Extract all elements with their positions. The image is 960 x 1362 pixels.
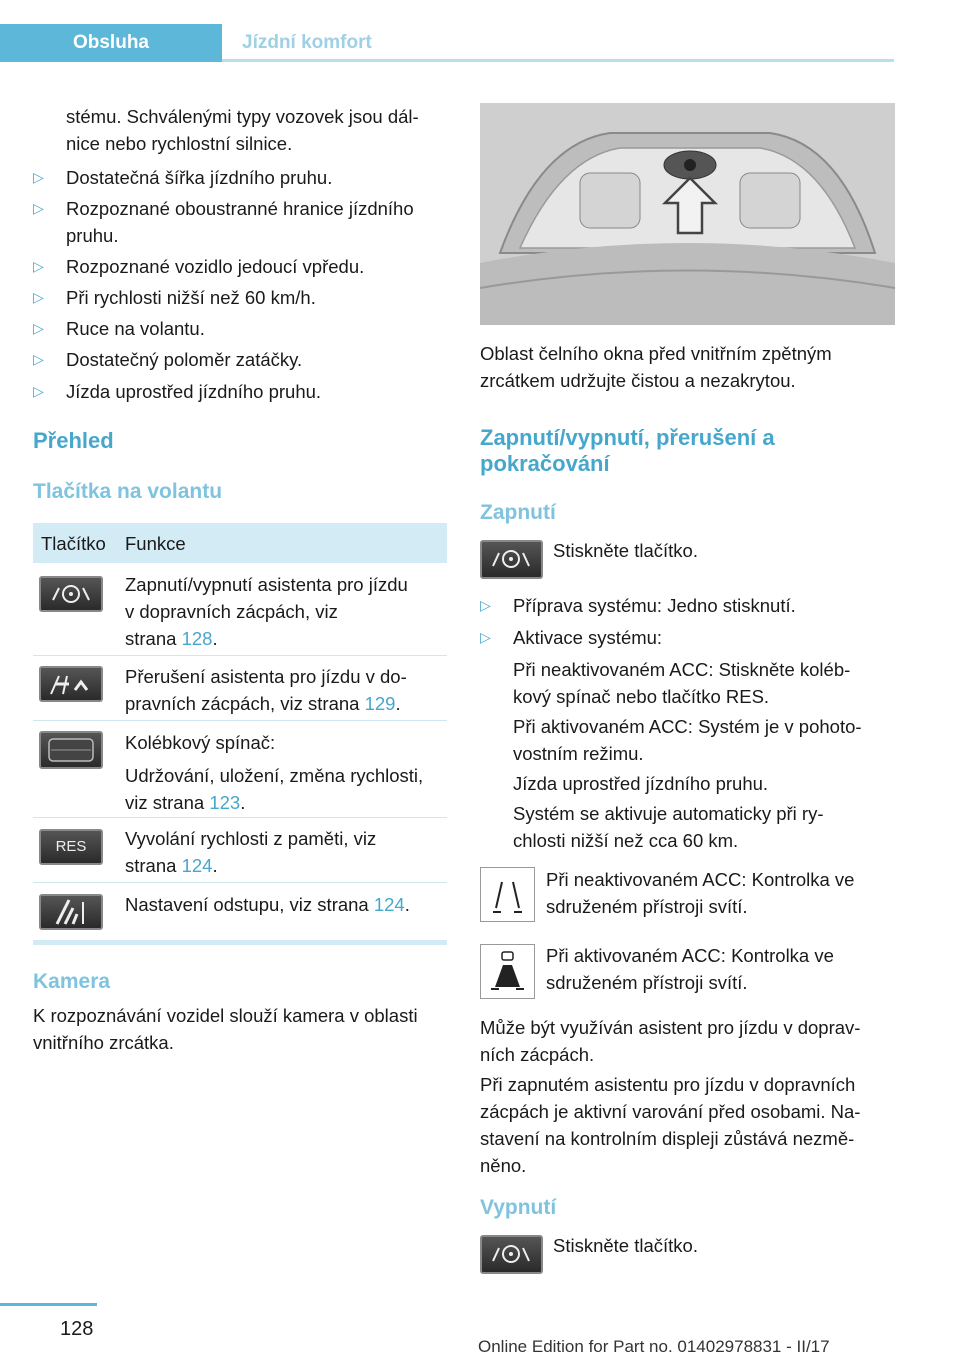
heading-on-off-line2: pokračování	[480, 451, 610, 476]
windshield-photo	[480, 103, 895, 325]
list-item-text: Příprava systému: Jedno stisknutí.	[513, 595, 796, 616]
footer-rule	[0, 1303, 97, 1306]
intro-text-line1: stému. Schválenými typy vozovek jsou dál‐	[66, 106, 419, 127]
bullet-triangle-icon: ▷	[480, 629, 491, 645]
list-item	[33, 253, 453, 280]
lamp-inactive-line1: Při neaktivovaném ACC: Kontrolka ve	[546, 869, 855, 890]
list-item-text: Při rychlosti nižší než 60 km/h.	[66, 287, 316, 308]
steering-assist-button-icon	[480, 540, 543, 579]
page-link[interactable]: 128	[181, 628, 213, 649]
activation-para1-line1: Při neaktivovaném ACC: Stiskněte koléb‐	[513, 659, 851, 680]
row-text: Kolébkový spínač: Udržování, uložení, změna rychlosti, viz strana 123.	[125, 732, 424, 813]
press-button-text: Stiskněte tlačítko.	[553, 540, 698, 561]
heading-switch-on: Zapnutí	[480, 501, 556, 524]
intro-text-line2: nice nebo rychlostní silnice.	[66, 133, 293, 154]
activation-para3: Jízda uprostřed jízdního pruhu.	[513, 773, 769, 794]
page-link[interactable]: 124	[373, 894, 405, 915]
steering-assist-button-off-icon	[480, 1235, 543, 1274]
table-header-row	[33, 523, 447, 563]
usage-line1: Může být využíván asistent pro jízdu v doprav‐	[480, 1017, 861, 1038]
list-item-text: Dostatečný poloměr zatáčky.	[66, 349, 303, 370]
rocker-switch-icon	[39, 731, 103, 769]
bullet-triangle-icon: ▷	[33, 320, 44, 336]
activation-para4-line1: Systém se aktivuje automaticky při ry‐	[513, 803, 824, 824]
bullet-triangle-icon: ▷	[33, 351, 44, 367]
warning-line4: něno.	[480, 1155, 527, 1176]
list-item-text: Aktivace systému:	[513, 627, 663, 648]
list-item	[480, 592, 900, 619]
lamp-active-line2: sdruženém přístroji svítí.	[546, 972, 748, 993]
table-row	[33, 818, 447, 882]
page-number: 128	[60, 1318, 94, 1340]
list-item	[480, 624, 900, 651]
row-text: Přerušení asistenta pro jízdu v do‐ pravních zácpách, viz strana 129.	[125, 666, 407, 714]
row-text: Vyvolání rychlosti z paměti, viz strana 124.	[125, 828, 377, 876]
table-row	[33, 883, 447, 941]
row-text: Nastavení odstupu, viz strana 124.	[125, 894, 410, 915]
table-row	[33, 656, 447, 720]
heading-switch-off: Vypnutí	[480, 1196, 557, 1219]
press-button-off-text: Stiskněte tlačítko.	[553, 1235, 698, 1256]
interrupt-assist-icon	[39, 666, 103, 702]
warning-line3: stavení na kontrolním displeji zůstává nezmě‐	[480, 1128, 855, 1149]
list-item	[33, 315, 453, 342]
bullet-triangle-icon: ▷	[33, 200, 44, 216]
distance-icon	[39, 894, 103, 930]
list-item-text: Jízda uprostřed jízdního pruhu.	[66, 381, 322, 402]
warning-line1: Při zapnutém asistentu pro jízdu v dopravních	[480, 1074, 856, 1095]
header-section-tab: Obsluha	[0, 24, 222, 62]
page-link[interactable]: 129	[364, 693, 396, 714]
list-item-text: Ruce na volantu.	[66, 318, 205, 339]
usage-line2: ních zácpách.	[480, 1044, 595, 1065]
footer-edition: Online Edition for Part no. 01402978831 - II/17	[478, 1337, 830, 1356]
table-row	[33, 721, 447, 817]
list-item	[33, 164, 453, 191]
bullet-triangle-icon: ▷	[33, 383, 44, 399]
list-item-text: Rozpoznané oboustranné hranice jízdního	[66, 198, 414, 219]
activation-para2-line2: vostním režimu.	[513, 743, 644, 764]
list-item-text-cont: pruhu.	[66, 225, 119, 246]
list-item-text: Rozpoznané vozidlo jedoucí vpředu.	[66, 256, 365, 277]
list-item	[33, 284, 453, 311]
header-rule	[222, 59, 894, 62]
buttons-table	[33, 523, 447, 941]
page-link[interactable]: 124	[181, 855, 213, 876]
lamp-inactive-line2: sdruženém přístroji svítí.	[546, 896, 748, 917]
activation-para1-line2: kový spínač nebo tlačítko RES.	[513, 686, 770, 707]
list-item	[33, 378, 453, 405]
steering-assist-icon	[39, 576, 103, 612]
table-bottom-rule	[33, 940, 447, 945]
camera-text-line2: vnitřního zrcátka.	[33, 1032, 174, 1053]
list-item	[33, 195, 453, 249]
lane-indicator-inactive-icon	[480, 867, 535, 922]
bullet-triangle-icon: ▷	[33, 169, 44, 185]
page-link[interactable]: 123	[209, 792, 241, 813]
warning-line2: zácpách je aktivní varování před osobami. Na‐	[480, 1101, 861, 1122]
heading-camera: Kamera	[33, 970, 111, 993]
res-button-icon: RES	[39, 829, 103, 865]
table-header-function: Funkce	[125, 533, 186, 554]
list-item-text: Dostatečná šířka jízdního pruhu.	[66, 167, 333, 188]
activation-para4-line2: chlosti nižší než cca 60 km.	[513, 830, 739, 851]
heading-on-off-line1: Zapnutí/vypnutí, přerušení a	[480, 425, 775, 450]
bullet-triangle-icon: ▷	[480, 597, 491, 613]
header-subsection: Jízdní komfort	[242, 32, 372, 53]
activation-para2-line1: Při aktivovaném ACC: Systém je v pohoto‐	[513, 716, 862, 737]
table-row	[33, 563, 447, 655]
table-header-button: Tlačítko	[41, 533, 106, 554]
lane-indicator-active-icon	[480, 944, 535, 999]
heading-steering-buttons: Tlačítka na volantu	[33, 480, 223, 503]
lamp-active-line1: Při aktivovaném ACC: Kontrolka ve	[546, 945, 834, 966]
photo-caption-line2: zrcátkem udržujte čistou a nezakrytou.	[480, 370, 796, 391]
bullet-triangle-icon: ▷	[33, 289, 44, 305]
list-item	[33, 346, 453, 373]
heading-overview: Přehled	[33, 428, 114, 453]
row-text: Zapnutí/vypnutí asistenta pro jízdu v dopravních zácpách, viz strana 128.	[125, 574, 408, 649]
camera-text-line1: K rozpoznávání vozidel slouží kamera v oblasti	[33, 1005, 418, 1026]
bullet-triangle-icon: ▷	[33, 258, 44, 274]
photo-caption-line1: Oblast čelního okna před vnitřním zpětným	[480, 343, 832, 364]
